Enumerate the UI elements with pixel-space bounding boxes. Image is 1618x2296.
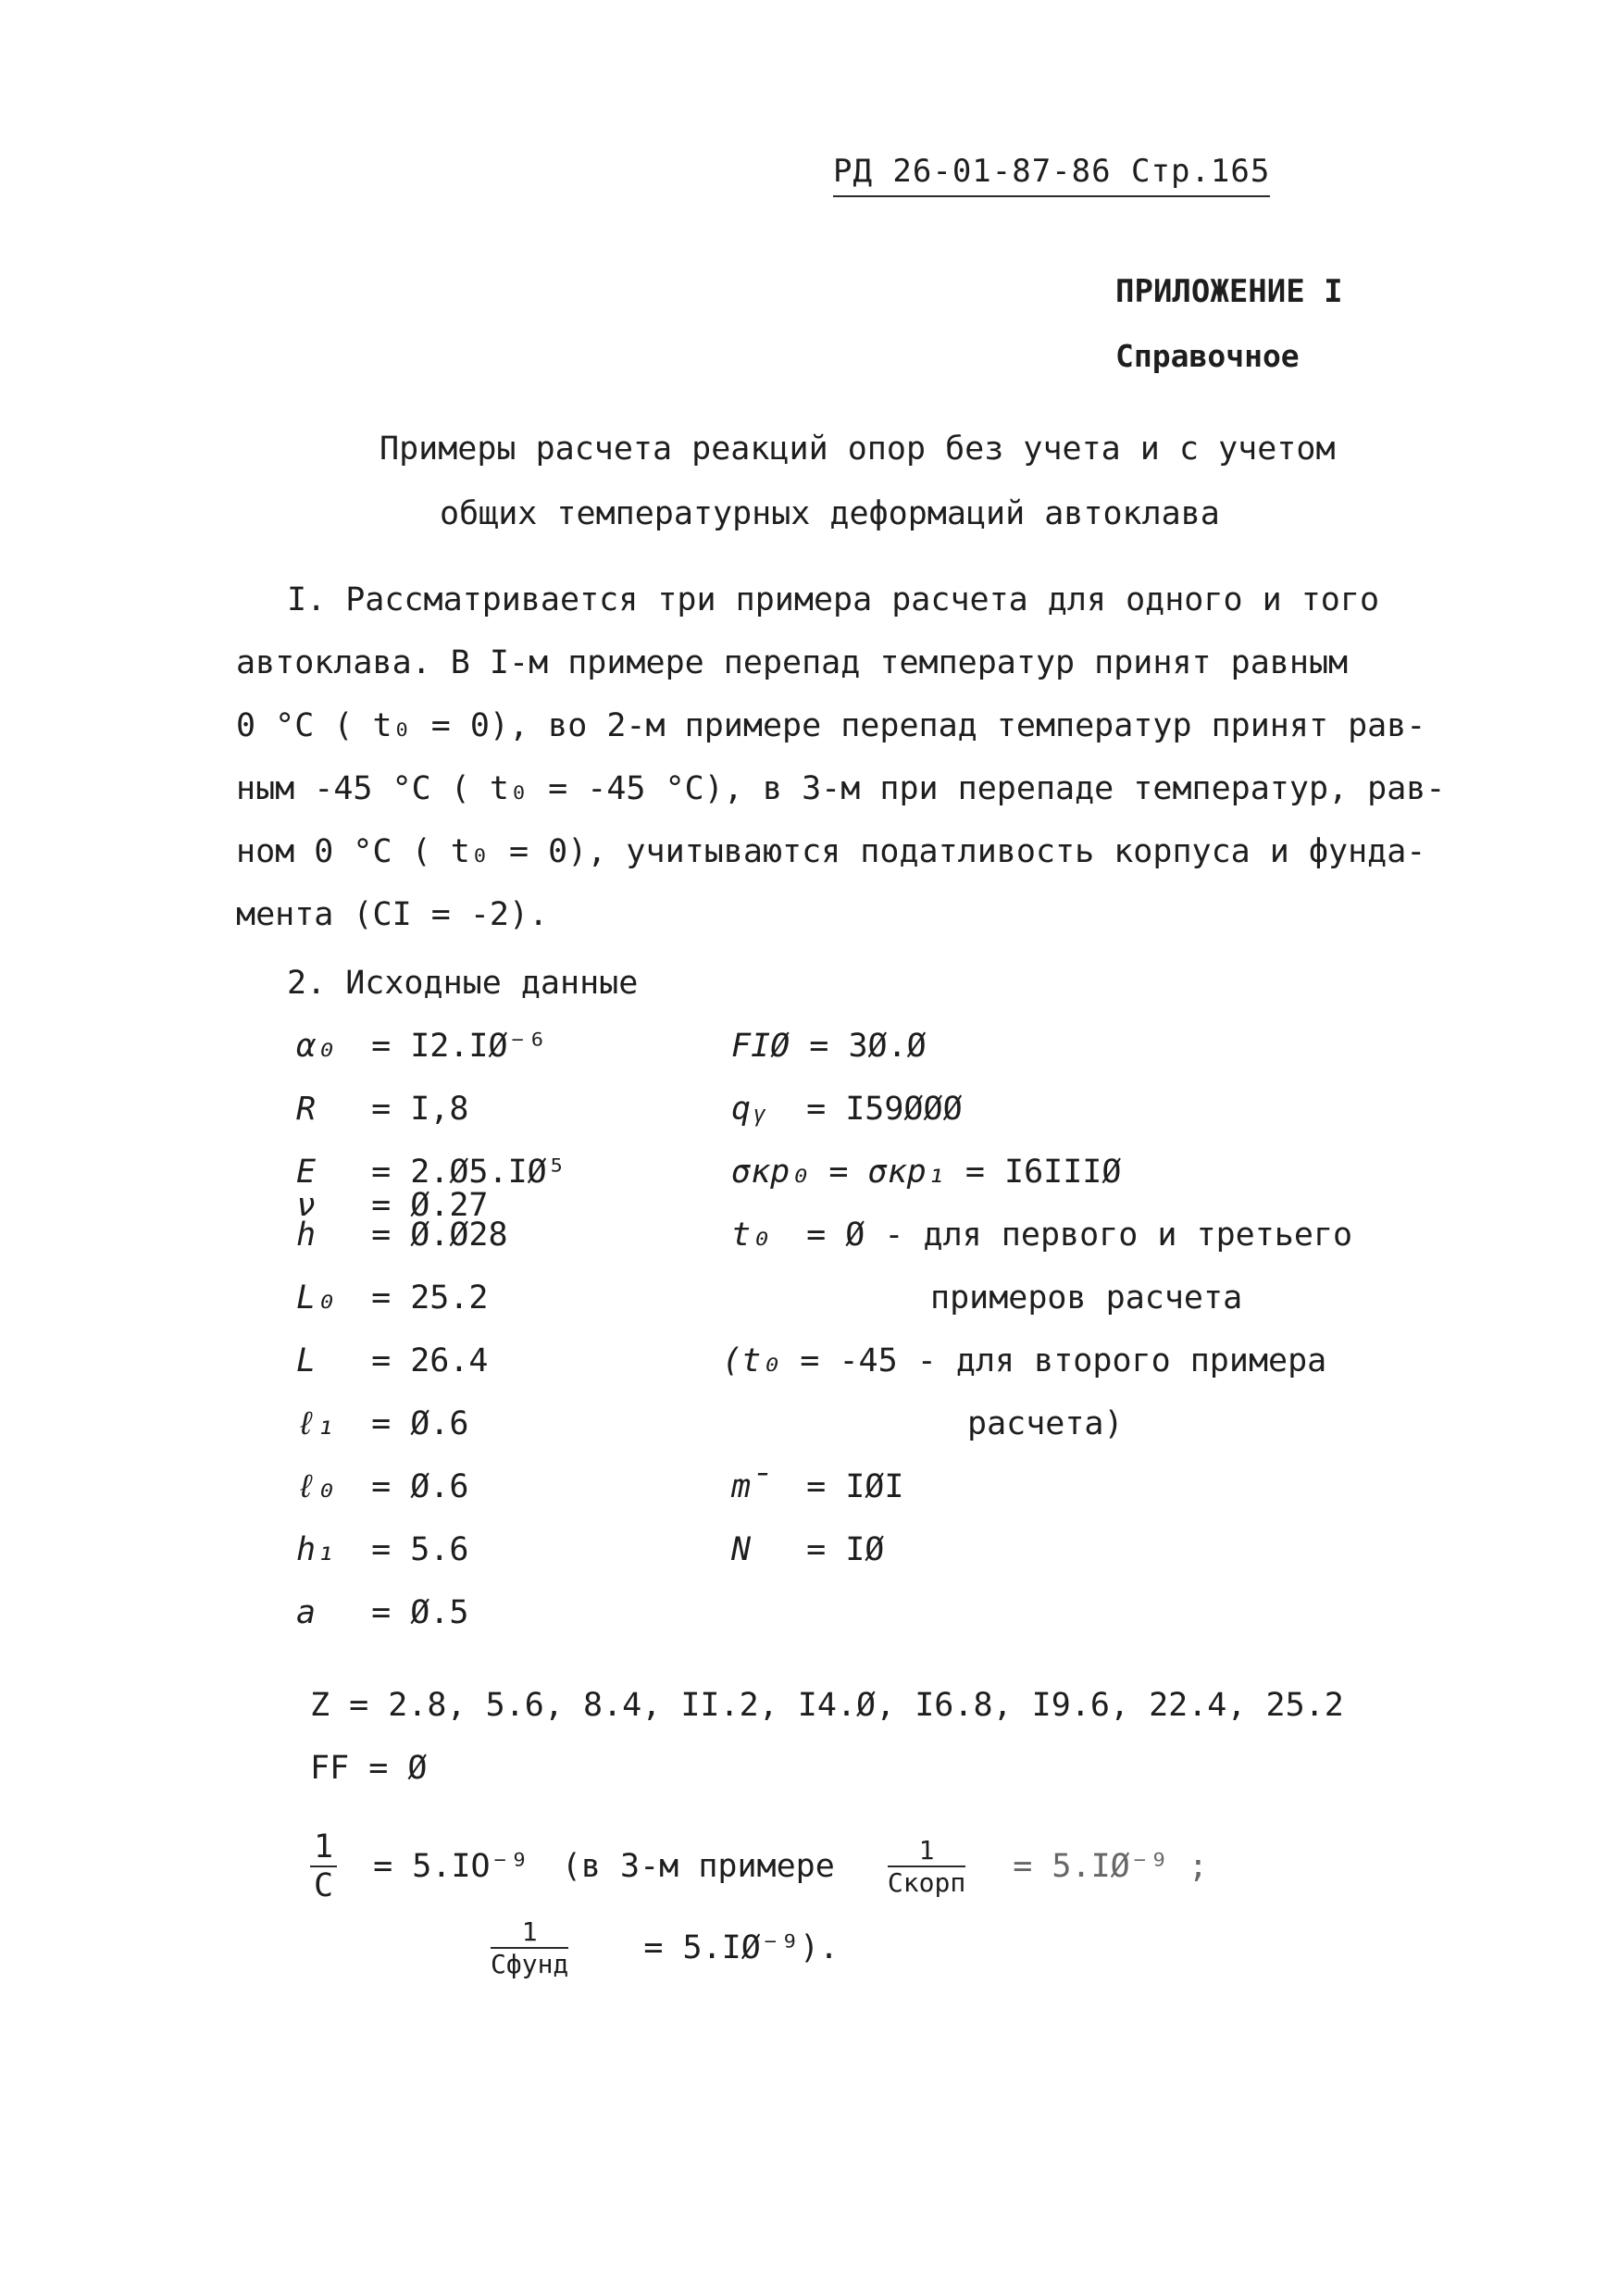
- param-value: = I,8: [371, 1091, 469, 1128]
- param-value: = I2.IØ⁻⁶: [371, 1028, 547, 1065]
- paragraph-line: мента (CI = -2).: [236, 896, 549, 933]
- param-symbol: E: [296, 1154, 317, 1191]
- paragraph-line: ном 0 °С ( t₀ = 0), учитываются податливость корпуса и фунда-: [236, 833, 1426, 870]
- param-symbol: a: [296, 1594, 317, 1631]
- param-row: [296, 1091, 468, 1128]
- param-symbol: L: [296, 1342, 317, 1379]
- fraction: [888, 1835, 965, 1898]
- param-symbol: h: [296, 1217, 317, 1254]
- appendix-label: ПРИЛОЖЕНИЕ I: [1115, 273, 1343, 310]
- title-line-2: общих температурных деформаций автоклава: [440, 495, 1220, 532]
- param-symbol: ℓ₀: [296, 1468, 336, 1505]
- param-value: = IØI: [806, 1468, 904, 1505]
- param-row: [731, 1468, 903, 1505]
- param-symbol: L₀: [296, 1279, 336, 1316]
- param-row: [296, 1279, 489, 1316]
- fraction: [310, 1828, 337, 1904]
- reference-label: Справочное: [1115, 338, 1300, 374]
- param-row: [296, 1342, 489, 1379]
- param-value: = -45 - для второго примера: [800, 1342, 1327, 1379]
- fraction-denominator: C: [314, 1867, 334, 1904]
- param-value: = Ø.Ø28: [371, 1217, 508, 1254]
- compliance-note: (в 3-м примере: [561, 1848, 835, 1885]
- compliance-formula: [310, 1828, 1208, 1904]
- param-symbol: N: [731, 1531, 752, 1568]
- param-value: = I59ØØØ: [806, 1091, 963, 1128]
- param-value: = Ø.6: [371, 1405, 469, 1442]
- param-value: примеров расчета: [930, 1279, 1243, 1316]
- param-value: = Ø.5: [371, 1594, 469, 1631]
- paragraph-line: автоклава. В I-м примере перепад температур принят равным: [236, 644, 1349, 681]
- fraction-denominator: Cкорп: [887, 1867, 966, 1898]
- param-symbol: α₀: [296, 1028, 336, 1065]
- param-symbol: (t₀: [722, 1342, 781, 1379]
- param-row: [296, 1405, 468, 1444]
- fraction-numerator: 1: [310, 1828, 337, 1867]
- param-row: [930, 1279, 1242, 1316]
- param-value: = 25.2: [371, 1279, 489, 1316]
- param-value: = 26.4: [371, 1342, 489, 1379]
- paragraph-line: I. Рассматривается три примера расчета для одного и того: [287, 581, 1380, 618]
- param-value: = IØ: [806, 1531, 885, 1568]
- param-value: = I6IIIØ: [965, 1154, 1122, 1191]
- param-row: [731, 1154, 1121, 1191]
- fraction-denominator: Cфунд: [491, 1949, 569, 1979]
- compliance-value: = 5.IØ⁻⁹ ;: [1013, 1848, 1208, 1885]
- param-symbol: σкр₀ = σкр₁: [731, 1154, 946, 1191]
- param-value: расчета): [967, 1405, 1124, 1442]
- fraction-numerator: 1: [491, 1916, 568, 1949]
- param-symbol: m̄: [731, 1468, 771, 1505]
- param-row: [731, 1531, 884, 1568]
- param-value: = Ø.27: [371, 1187, 489, 1224]
- compliance-value: = 5.IO⁻⁹: [373, 1848, 529, 1885]
- param-symbol: qᵧ: [731, 1091, 771, 1128]
- param-value: = 5.6: [371, 1531, 469, 1568]
- param-row: [296, 1468, 468, 1507]
- fraction-numerator: 1: [888, 1835, 965, 1867]
- param-symbol: ℓ₁: [296, 1405, 336, 1442]
- param-symbol: ν: [296, 1187, 317, 1224]
- param-symbol: R: [296, 1091, 317, 1128]
- param-row: [296, 1028, 547, 1065]
- param-value: = 3Ø.Ø: [809, 1028, 927, 1065]
- param-row: [296, 1217, 508, 1254]
- param-row: [731, 1217, 1352, 1254]
- ff-line: FF = Ø: [310, 1750, 428, 1787]
- param-value: = Ø.6: [371, 1468, 469, 1505]
- param-row: [731, 1091, 963, 1129]
- param-symbol: FIØ: [731, 1028, 790, 1065]
- compliance-value: = 5.IØ⁻⁹).: [643, 1929, 840, 1966]
- compliance-formula: [491, 1916, 839, 1979]
- param-row: [296, 1594, 468, 1631]
- section-title: 2. Исходные данные: [287, 965, 639, 1002]
- fraction: [491, 1916, 568, 1979]
- param-row: [296, 1154, 566, 1191]
- param-value: = 2.Ø5.IØ⁵: [371, 1154, 566, 1191]
- z-coordinates-line: Z = 2.8, 5.6, 8.4, II.2, I4.Ø, I6.8, I9.6, 22.4, 25.2: [310, 1687, 1344, 1724]
- param-symbol: t₀: [731, 1217, 771, 1254]
- paragraph-line: 0 °С ( t₀ = 0), во 2-м примере перепад температур принят рав-: [236, 707, 1426, 744]
- param-value: = Ø - для первого и третьего: [806, 1217, 1353, 1254]
- param-row: [967, 1405, 1124, 1442]
- param-symbol: h₁: [296, 1531, 336, 1568]
- param-row: [722, 1342, 1326, 1379]
- title-line-1: Примеры расчета реакций опор без учета и с учетом: [380, 430, 1336, 468]
- document-header: РД 26-01-87-86 Стр.165: [833, 153, 1270, 197]
- param-row: [296, 1531, 468, 1568]
- param-row: [731, 1028, 927, 1065]
- paragraph-line: ным -45 °С ( t₀ = -45 °С), в 3-м при перепаде температур, рав-: [236, 770, 1446, 807]
